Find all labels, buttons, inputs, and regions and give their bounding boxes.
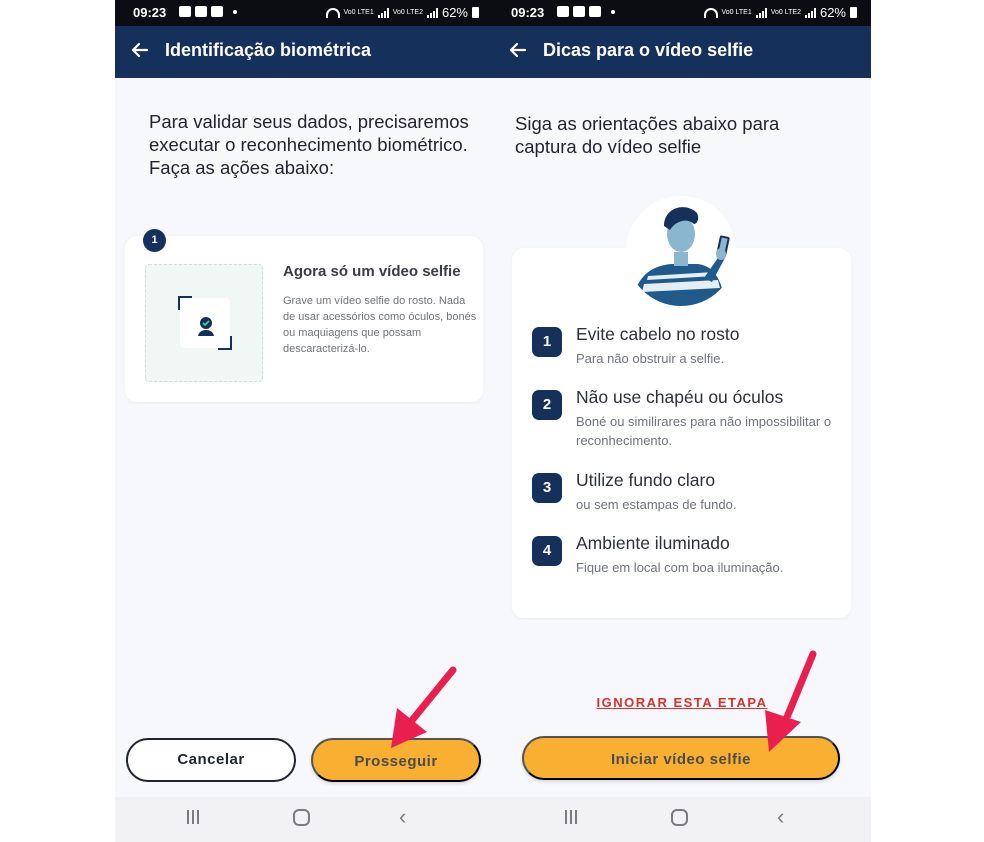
- battery-percent: 62%: [441, 5, 468, 20]
- tip-title: Não use chapéu ou óculos: [576, 387, 784, 407]
- tip-description: Fique em local com boa iluminação.: [576, 560, 784, 575]
- tip-number: 1: [532, 327, 562, 357]
- start-selfie-button[interactable]: Iniciar vídeo selfie: [522, 736, 840, 780]
- gallery-notification-icon: [179, 6, 191, 17]
- proceed-button[interactable]: Prosseguir: [311, 738, 481, 782]
- signal-icon: [805, 8, 816, 18]
- tip-number: 2: [532, 390, 562, 420]
- notification-icons: [179, 6, 237, 17]
- tip-number: 3: [532, 473, 562, 503]
- selfie-illustration: [145, 264, 263, 382]
- battery-percent: 62%: [819, 5, 846, 20]
- left-screen: [115, 0, 493, 842]
- tip-title: Utilize fundo claro: [576, 470, 716, 490]
- tip-description: Para não obstruir a selfie.: [576, 351, 725, 366]
- gallery-notification-icon: [557, 6, 569, 17]
- status-time: 09:23: [133, 5, 167, 20]
- skip-step-link[interactable]: IGNORAR ESTA ETAPA: [596, 695, 768, 710]
- app-header: [115, 26, 493, 78]
- more-notifications-dot: [233, 10, 237, 14]
- nav-back-icon[interactable]: ‹: [777, 804, 785, 829]
- system-nav-bar: [493, 797, 871, 842]
- step-card: [125, 236, 483, 402]
- tip-title: Evite cabelo no rosto: [576, 324, 740, 344]
- selfie-person-illustration: [626, 196, 736, 306]
- nav-back-icon[interactable]: ‹: [399, 804, 407, 829]
- intro-text: Siga as orientações abaixo para captura do vídeo selfie: [515, 113, 780, 157]
- system-nav-bar: [115, 797, 493, 842]
- tip-description: Boné ou similirares para não impossibilitar o reconhecimento.: [576, 414, 832, 448]
- tip-title: Ambiente iluminado: [576, 533, 730, 553]
- step-description: Grave um vídeo selfie do rosto. Nada de usar acessórios como óculos, bonés ou maquiagens que possam descaracterizá-lo.: [283, 295, 477, 355]
- signal-icon: [378, 8, 389, 18]
- sim1-label: Vo0 LTE1: [721, 9, 752, 16]
- tip-description: ou sem estampas de fundo.: [576, 497, 737, 512]
- battery-icon: [472, 7, 479, 18]
- home-icon[interactable]: [671, 809, 688, 826]
- intro-text: Para validar seus dados, precisaremos executar o reconhecimento biométrico. Faça as ações abaixo:: [149, 111, 469, 178]
- page-title: Identificação biométrica: [165, 40, 372, 60]
- cancel-button[interactable]: Cancelar: [126, 738, 296, 782]
- more-notifications-dot: [611, 10, 615, 14]
- check-notification-icon: [589, 6, 601, 17]
- gmail-notification-icon: [195, 6, 207, 17]
- recent-apps-icon[interactable]: [187, 810, 199, 824]
- page-title: Dicas para o vídeo selfie: [543, 40, 754, 60]
- app-header: [493, 26, 871, 78]
- sim2-label: Vo0 LTE2: [770, 9, 801, 16]
- annotation-arrow: [755, 648, 825, 758]
- signal-icon: [427, 8, 438, 18]
- annotation-arrow: [383, 664, 463, 754]
- step-number-badge: 1: [143, 229, 166, 252]
- sim1-label: Vo0 LTE1: [343, 9, 374, 16]
- status-bar: [493, 0, 871, 26]
- recent-apps-icon[interactable]: [565, 810, 577, 824]
- check-notification-icon: [211, 6, 223, 17]
- right-screen: [493, 0, 871, 842]
- face-scan-icon: [197, 315, 215, 337]
- wifi-icon: [704, 8, 718, 18]
- back-arrow-icon[interactable]: [507, 38, 529, 62]
- signal-icon: [756, 8, 767, 18]
- gmail-notification-icon: [573, 6, 585, 17]
- tip-number: 4: [532, 536, 562, 566]
- sim2-label: Vo0 LTE2: [392, 9, 423, 16]
- status-bar: [115, 0, 493, 26]
- status-time: 09:23: [511, 5, 545, 20]
- back-arrow-icon[interactable]: [129, 38, 151, 62]
- notification-icons: [557, 6, 615, 17]
- home-icon[interactable]: [293, 809, 310, 826]
- wifi-icon: [326, 8, 340, 18]
- step-title: Agora só um vídeo selfie: [283, 263, 461, 280]
- battery-icon: [850, 7, 857, 18]
